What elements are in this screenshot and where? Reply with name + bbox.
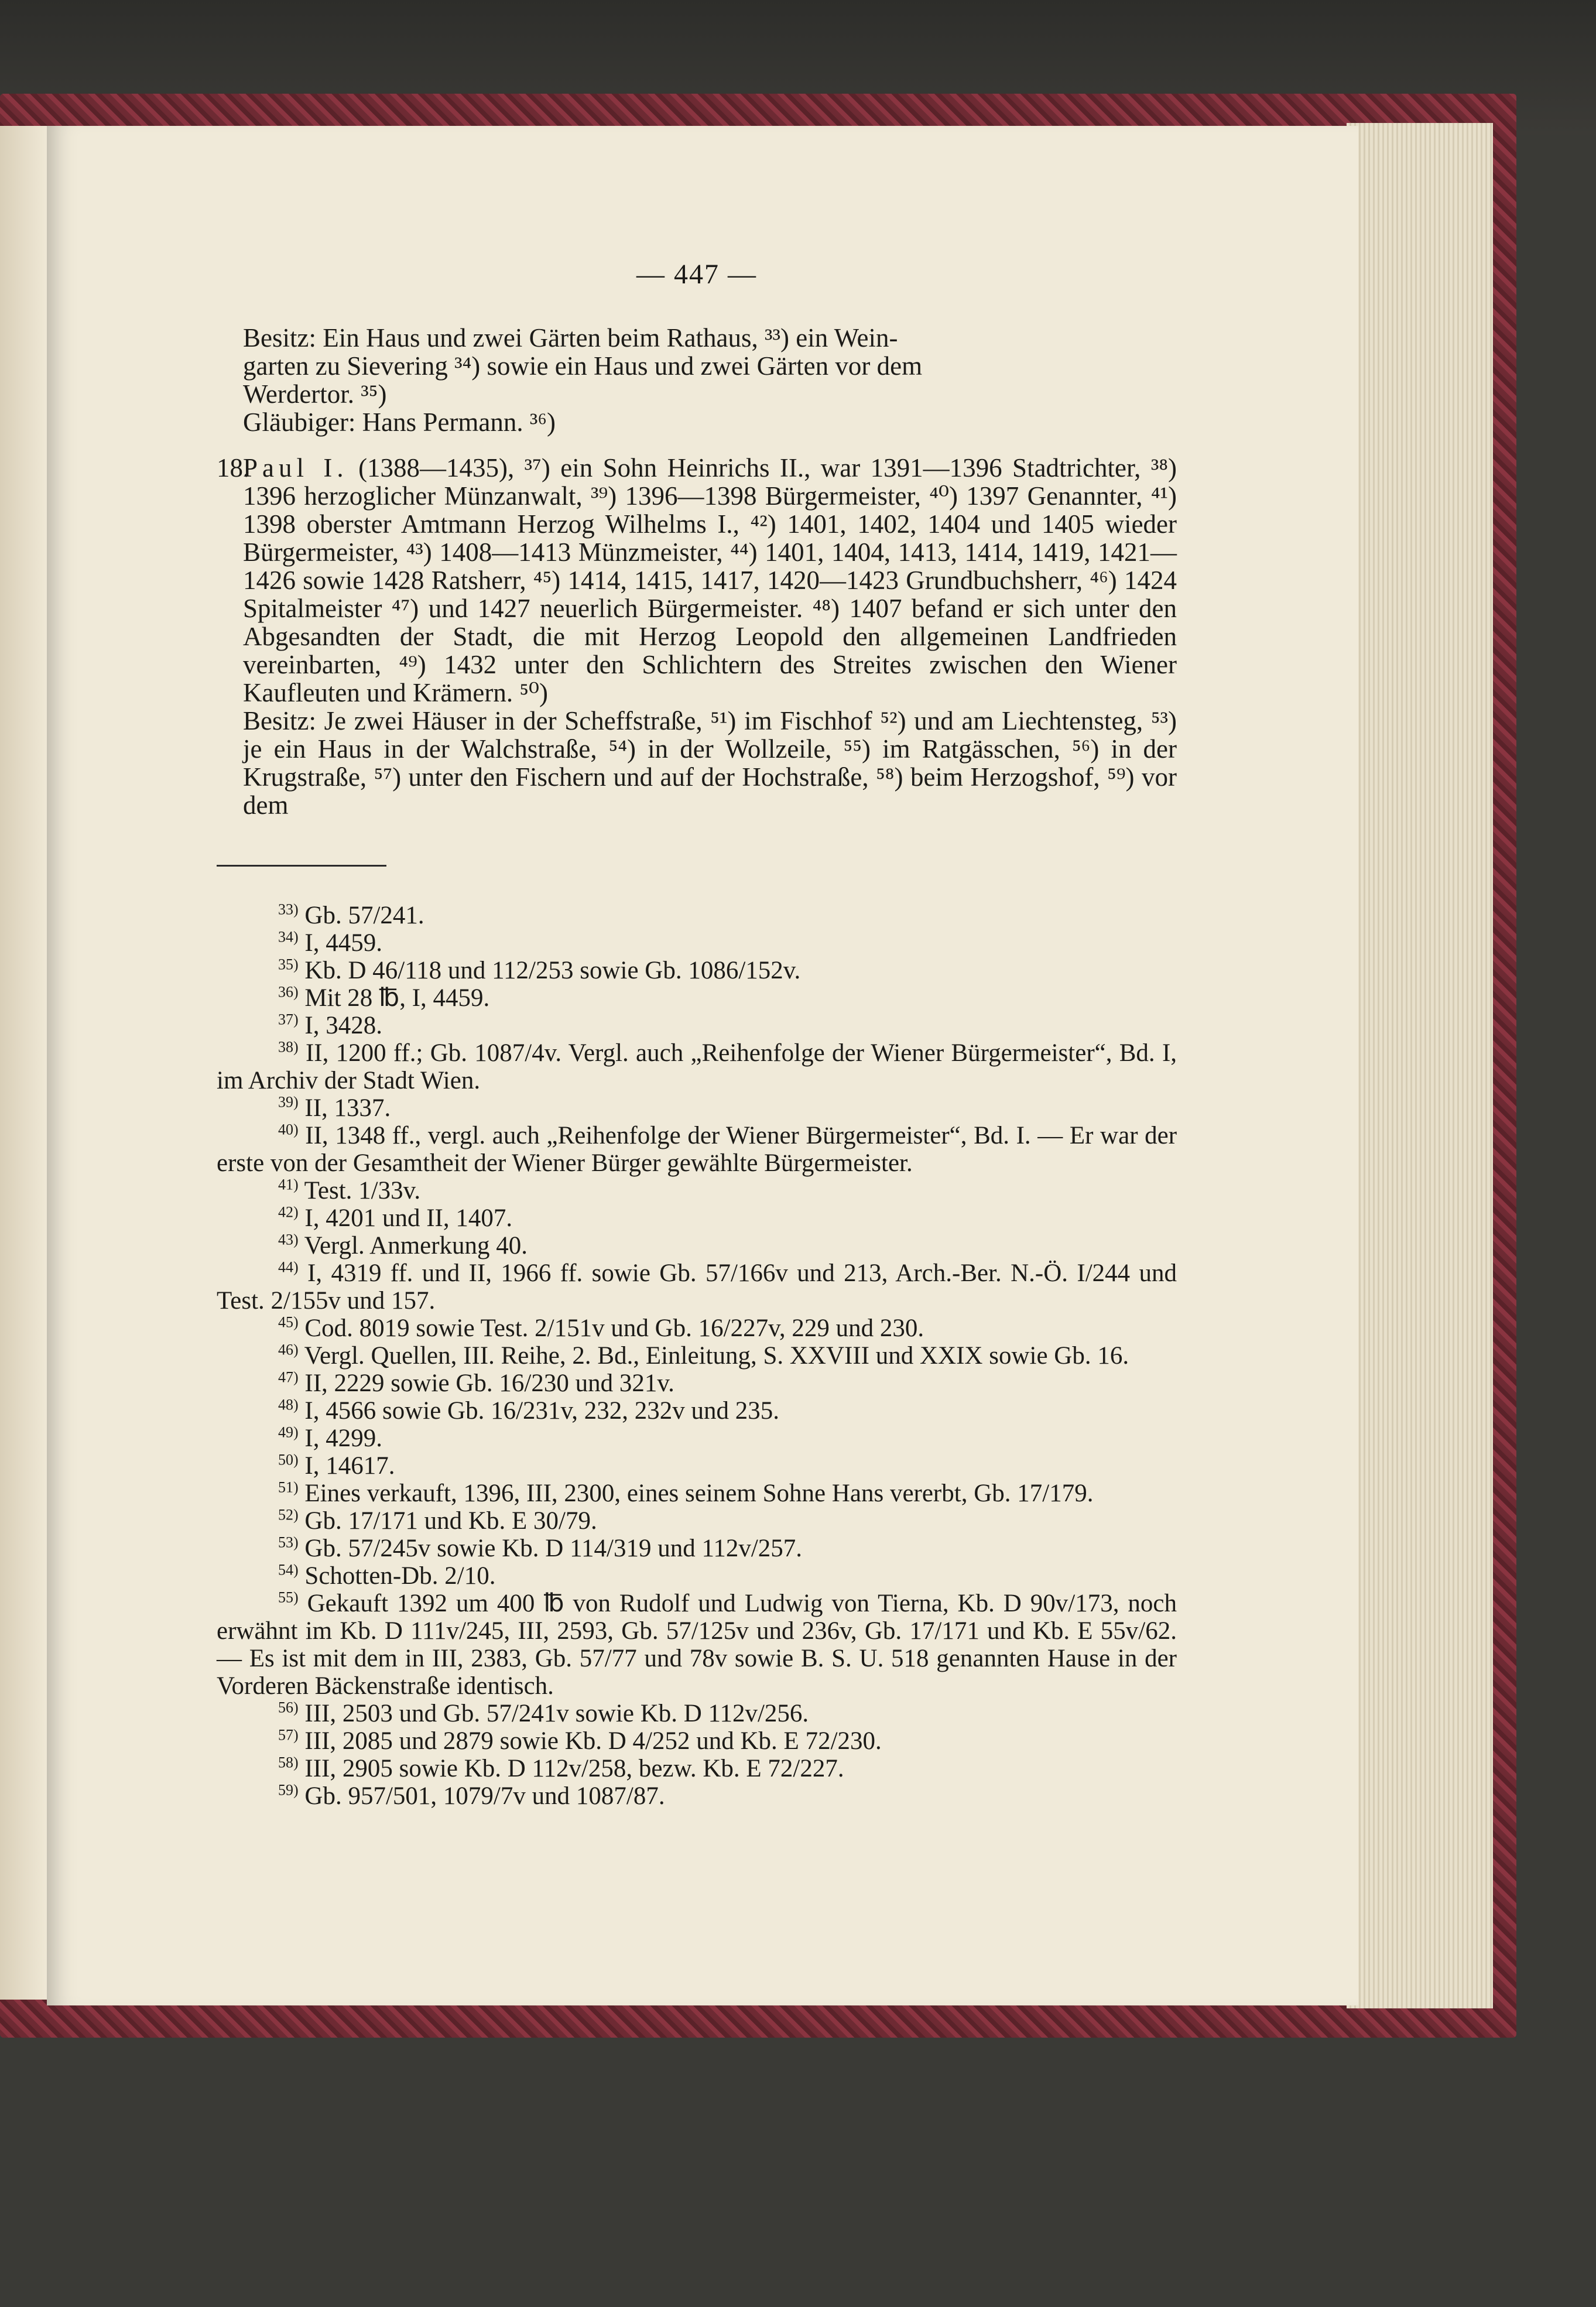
footnote-mark: 34) bbox=[278, 928, 299, 946]
footnote-mark: 48) bbox=[278, 1396, 299, 1413]
footnote-text: I, 3428. bbox=[304, 1012, 382, 1039]
footnote-text: I, 14617. bbox=[304, 1452, 395, 1480]
footnote-text: III, 2503 und Gb. 57/241v sowie Kb. D 112v/256. bbox=[304, 1700, 809, 1727]
footnote-text: II, 1200 ff.; Gb. 1087/4v. Vergl. auch „Reihenfolge der Wiener Bürgermeister“, Bd. I, im Archiv der Stadt Wien. bbox=[217, 1039, 1177, 1094]
footnote bbox=[217, 1012, 1177, 1039]
footnote-mark: 46) bbox=[278, 1341, 299, 1358]
footnote-text: I, 4459. bbox=[304, 929, 382, 957]
intro-line: garten zu Sievering ³⁴) sowie ein Haus und zwei Gärten vor dem bbox=[243, 351, 923, 381]
footnote-mark: 35) bbox=[278, 956, 299, 973]
footnote bbox=[217, 1480, 1177, 1507]
footnote-mark: 50) bbox=[278, 1451, 299, 1469]
footnote-mark: 42) bbox=[278, 1203, 299, 1221]
footnote bbox=[217, 929, 1177, 957]
footnote bbox=[217, 1397, 1177, 1425]
footnote bbox=[217, 1342, 1177, 1370]
page-number: — 447 — bbox=[636, 259, 757, 290]
footnote-mark: 57) bbox=[278, 1726, 299, 1744]
footnote-mark: 44) bbox=[278, 1258, 299, 1276]
footnote-text: Gb. 57/245v sowie Kb. D 114/319 und 112v/257. bbox=[304, 1535, 803, 1562]
footnote-text: Test. 1/33v. bbox=[304, 1177, 421, 1204]
intro-line: Werdertor. ³⁵) bbox=[243, 379, 387, 409]
footnote-mark: 53) bbox=[278, 1534, 299, 1551]
footnote-text: III, 2085 und 2879 sowie Kb. D 4/252 und Kb. E 72/230. bbox=[304, 1727, 882, 1755]
footnote-mark: 54) bbox=[278, 1561, 299, 1579]
footnote-text: I, 4566 sowie Gb. 16/231v, 232, 232v und 235. bbox=[304, 1397, 780, 1425]
intro-block bbox=[217, 324, 1177, 436]
footnote-mark: 45) bbox=[278, 1313, 299, 1331]
entry-paragraph bbox=[243, 454, 1177, 707]
footnote bbox=[217, 1590, 1177, 1700]
footnote bbox=[217, 1507, 1177, 1535]
page-text bbox=[217, 261, 1177, 1810]
footnote-text: I, 4319 ff. und II, 1966 ff. sowie Gb. 57/166v und 213, Arch.-Ber. N.-Ö. I/244 und Test. 2/155v und 157. bbox=[217, 1259, 1177, 1315]
book-page bbox=[47, 126, 1358, 2005]
footnote bbox=[217, 1094, 1177, 1122]
entry-number: 18. bbox=[217, 453, 250, 482]
footnote bbox=[217, 1370, 1177, 1397]
footnote-text: Kb. D 46/118 und 112/253 sowie Gb. 1086/152v. bbox=[304, 957, 801, 984]
besitz-paragraph: Besitz: Je zwei Häuser in der Scheffstraße, ⁵¹) im Fischhof ⁵²) und am Liechtensteg, ⁵³) je ein Haus in der Walchstraße, ⁵⁴) in der Wollzeile, ⁵⁵) im Ratgässchen, ⁵⁶) in der Krugstraße, ⁵⁷) unter den Fischern und auf der Hochstraße, ⁵⁸) beim Herzogshof, ⁵⁹) vor dem bbox=[243, 706, 1177, 820]
footnote-text: I, 4299. bbox=[304, 1425, 382, 1452]
footnote-mark: 49) bbox=[278, 1423, 299, 1441]
footnote-mark: 38) bbox=[278, 1038, 299, 1056]
footnote-text: Schotten-Db. 2/10. bbox=[304, 1562, 496, 1590]
footnote-text: III, 2905 sowie Kb. D 112v/258, bezw. Kb. E 72/227. bbox=[304, 1755, 844, 1782]
footnote bbox=[217, 1452, 1177, 1480]
footnote-mark: 47) bbox=[278, 1368, 299, 1386]
entry-name: Paul I. bbox=[243, 453, 348, 482]
footnote-mark: 51) bbox=[278, 1478, 299, 1496]
footnote-text: II, 2229 sowie Gb. 16/230 und 321v. bbox=[304, 1370, 674, 1397]
footnote-mark: 59) bbox=[278, 1781, 299, 1799]
footnote-text: Gb. 957/501, 1079/7v und 1087/87. bbox=[304, 1782, 665, 1810]
footnote bbox=[217, 984, 1177, 1012]
entry-text: (1388—1435), ³⁷) ein Sohn Heinrichs II., war 1391—1396 Stadtrichter, ³⁸) 1396 herzoglicher Münzanwalt, ³⁹) 1396—1398 Bürgermeister, ⁴⁰) 1397 Genannter, ⁴¹) 1398 oberster Amtmann Herzog Wilhelms I., ⁴²) 1401, 1402, 1404 und 1405 wieder Bürgermeister, ⁴³) 1408—1413 Münzmeister, ⁴⁴) 1401, 1404, 1413, 1414, 1419, 1421—1426 sowie 1428 Ratsherr, ⁴⁵) 1414, 1415, 1417, 1420—1423 Grundbuchsherr, ⁴⁶) 1424 Spitalmeister ⁴⁷) und 1427 neuerlich Bürgermeister. ⁴⁸) 1407 befand er sich unter den Abgesandten der Stadt, die mit Herzog Leopold den allgemeinen Landfrieden vereinbarten, ⁴⁹) 1432 unter den Schlichtern des Streites zwischen den Wiener Kaufleuten und Krämern. ⁵⁰) bbox=[243, 453, 1177, 707]
footnote bbox=[217, 1122, 1177, 1177]
footnote-mark: 52) bbox=[278, 1506, 299, 1524]
footnote-mark: 41) bbox=[278, 1176, 299, 1193]
footnote-text: I, 4201 und II, 1407. bbox=[304, 1204, 513, 1232]
footnote-text: Gb. 17/171 und Kb. E 30/79. bbox=[304, 1507, 597, 1535]
footnote bbox=[217, 1232, 1177, 1259]
footnote bbox=[217, 957, 1177, 984]
footnote-mark: 58) bbox=[278, 1754, 299, 1771]
footnote bbox=[217, 1755, 1177, 1782]
footnote-mark: 56) bbox=[278, 1699, 299, 1716]
footnote bbox=[217, 1782, 1177, 1810]
footnote bbox=[217, 1535, 1177, 1562]
footnote bbox=[217, 1259, 1177, 1315]
footnote-mark: 55) bbox=[278, 1589, 299, 1606]
footnote-text: Cod. 8019 sowie Test. 2/151v und Gb. 16/227v, 229 und 230. bbox=[304, 1315, 924, 1342]
footnote bbox=[217, 1425, 1177, 1452]
footnote bbox=[217, 902, 1177, 929]
footnote-text: Vergl. Anmerkung 40. bbox=[304, 1232, 528, 1259]
intro-line: Besitz: Ein Haus und zwei Gärten beim Rathaus, ³³) ein Wein- bbox=[243, 323, 898, 352]
footnote-text: Gb. 57/241. bbox=[304, 902, 424, 929]
footnote-text: Vergl. Quellen, III. Reihe, 2. Bd., Einleitung, S. XXVIII und XXIX sowie Gb. 16. bbox=[304, 1342, 1129, 1370]
entry-18 bbox=[217, 454, 1177, 819]
footnote-text: II, 1337. bbox=[304, 1094, 391, 1122]
footnote-text: Mit 28 ℔, I, 4459. bbox=[304, 984, 490, 1012]
footnote bbox=[217, 1204, 1177, 1232]
footnote-text: Eines verkauft, 1396, III, 2300, eines seinem Sohne Hans vererbt, Gb. 17/179. bbox=[304, 1480, 1094, 1507]
footnote-text: Gekauft 1392 um 400 ℔ von Rudolf und Ludwig von Tierna, Kb. D 90v/173, noch erwähnt im Kb. D 111v/245, III, 2593, Gb. 57/125v und 236v, Gb. 17/171 und Kb. E 55v/62. — Es ist mit dem in III, 2383, Gb. 57/77 und 78v sowie B. S. U. 518 genannten Hause in der Vorderen Bäckenstraße identisch. bbox=[217, 1590, 1177, 1700]
footnote bbox=[217, 1562, 1177, 1590]
footnote bbox=[217, 1700, 1177, 1727]
footnote-mark: 43) bbox=[278, 1231, 299, 1248]
footnote-mark: 36) bbox=[278, 983, 299, 1001]
left-page-edge bbox=[0, 126, 47, 2000]
footnotes bbox=[217, 902, 1177, 1810]
footnote-mark: 39) bbox=[278, 1093, 299, 1111]
footnote-mark: 40) bbox=[278, 1121, 299, 1138]
footnote bbox=[217, 1039, 1177, 1094]
page-edges bbox=[1347, 123, 1493, 2008]
footnote bbox=[217, 1727, 1177, 1755]
footnote-mark: 37) bbox=[278, 1011, 299, 1028]
intro-line: Gläubiger: Hans Permann. ³⁶) bbox=[243, 408, 556, 437]
footnote bbox=[217, 1177, 1177, 1204]
footnote-text: II, 1348 ff., vergl. auch „Reihenfolge der Wiener Bürgermeister“, Bd. I. — Er war der erste von der Gesamtheit der Wiener Bürger gewählte Bürgermeister. bbox=[217, 1122, 1177, 1177]
footnote bbox=[217, 1315, 1177, 1342]
footnote-mark: 33) bbox=[278, 901, 299, 918]
footnote-rule bbox=[217, 865, 386, 867]
